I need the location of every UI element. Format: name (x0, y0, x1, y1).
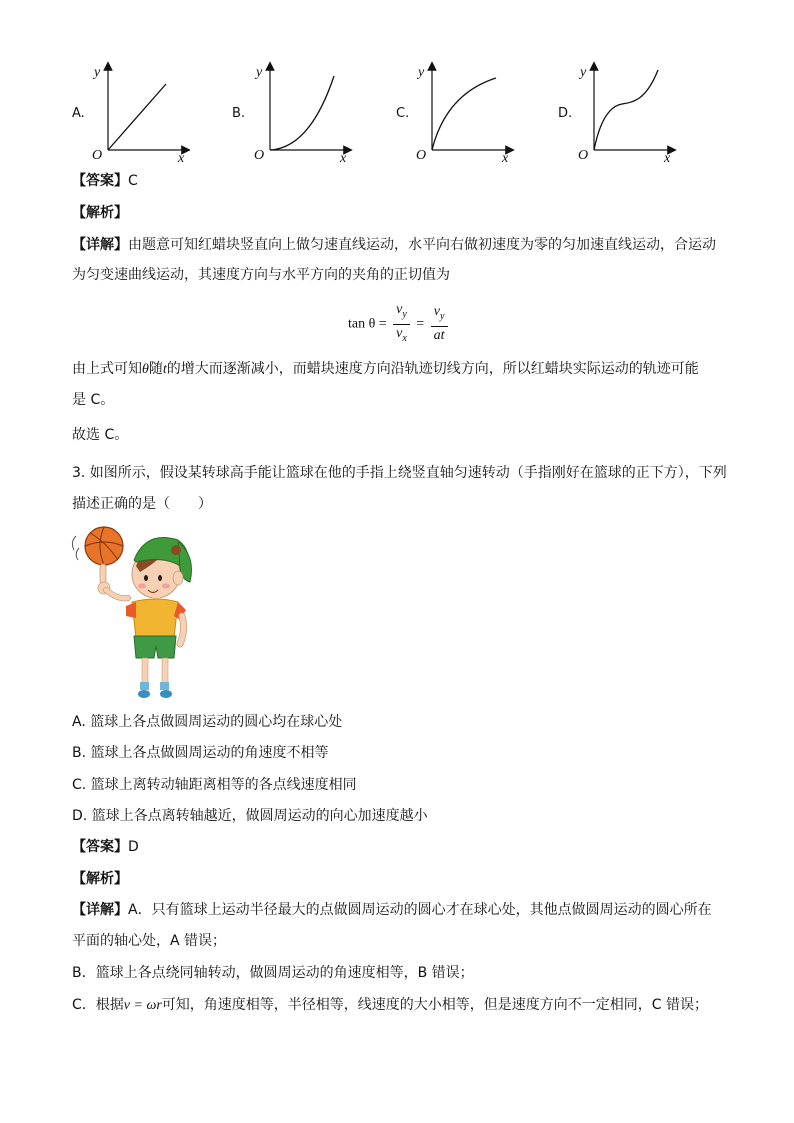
q2-conclusion-line2: 是 C。 (72, 392, 115, 408)
option-c-label: C. (396, 106, 410, 121)
q3-detail-tag: 【详解】 (72, 902, 128, 918)
axis-y-b: y (256, 65, 263, 80)
q2-answer-value: C (128, 173, 138, 189)
q2-detail-tag: 【详解】 (72, 237, 128, 253)
q3-detail-a1: 【详解】A．只有篮球上运动半径最大的点做圆周运动的圆心才在球心处，其他点做圆周运动的圆心所在 (72, 902, 712, 918)
q2-detail-text1: 由题意可知红蜡块竖直向上做匀速直线运动，水平向右做初速度为零的匀加速直线运动，合运动 (128, 237, 716, 253)
q3-detail-c: C．根据v = ωr可知，角速度相等，半径相等，线速度的大小相等，但是速度方向不一定相同，C 错误； (72, 997, 709, 1013)
axis-x-d: x (664, 151, 671, 164)
axis-y-d: y (580, 65, 587, 80)
formula-fraction-2: $\frac{v_y}{at}$ (431, 303, 448, 345)
q3-answer-value: D (128, 839, 139, 855)
curve-b (270, 76, 334, 150)
q2-formula (348, 301, 450, 348)
q3-option-b: B. 篮球上各点做圆周运动的角速度不相等 (72, 745, 329, 761)
q3-answer (72, 838, 139, 856)
origin-c: O (416, 148, 427, 163)
graph-b (250, 60, 360, 164)
q2-analysis-tag: 【解析】 (72, 205, 128, 221)
q2-answer-tag: 【答案】 (72, 173, 128, 189)
origin-a: O (92, 148, 103, 163)
q3-detail-a2: 平面的轴心处，A 错误； (72, 933, 227, 949)
axis-y-c: y (418, 65, 425, 80)
theta-symbol: θ (142, 362, 149, 377)
q3-detail-b: B．篮球上各点绕同轴转动，做圆周运动的角速度相等，B 错误； (72, 965, 474, 981)
q3-option-d: D. 篮球上各点离转轴越近，做圆周运动的向心加速度越小 (72, 808, 428, 824)
graph-a (88, 60, 198, 164)
axis-x-c: x (502, 151, 509, 164)
q2-conclusion-line1: 由上式可知θ随t的增大而逐渐减小，而蜡块速度方向沿轨迹切线方向，所以红蜡块实际运动的轨迹可能 (72, 361, 699, 377)
q3-answer-tag: 【答案】 (72, 839, 128, 855)
origin-b: O (254, 148, 265, 163)
option-b-label: B. (232, 106, 246, 121)
curve-c (432, 78, 496, 150)
option-a-label: A. (72, 106, 85, 121)
green-shorts (134, 636, 176, 658)
origin-d: O (578, 148, 589, 163)
q3-analysis-tag: 【解析】 (72, 871, 128, 887)
boy-spinning-basketball-illustration (70, 520, 200, 702)
q2-choose: 故选 C。 (72, 427, 129, 443)
q2-detail-line1 (72, 236, 716, 254)
formula-eq: = (416, 316, 425, 332)
q3-stem-line1: 3. 如图所示，假设某转球高手能让篮球在他的手指上绕竖直轴匀速转动（手指刚好在篮球的正下方），下列 (72, 465, 727, 481)
yellow-shirt (132, 599, 178, 638)
q2-answer (72, 172, 138, 190)
curve-d (594, 70, 658, 150)
q3-option-c: C. 篮球上离转动轴距离相等的各点线速度相同 (72, 777, 357, 793)
graph-d (574, 60, 684, 164)
axis-y-a: y (94, 65, 101, 80)
axis-x-b: x (340, 151, 347, 164)
curve-a (108, 84, 166, 150)
q2-detail-line2: 为匀变速曲线运动，其速度方向与水平方向的夹角的正切值为 (72, 267, 450, 283)
t-symbol: t (162, 362, 167, 377)
axis-x-a: x (178, 151, 185, 164)
option-d-label: D. (558, 106, 573, 121)
q3-stem-line2: 描述正确的是（ ） (72, 496, 212, 512)
formula-lhs: tan θ = (348, 316, 387, 332)
graph-c (412, 60, 522, 164)
q3-option-a: A. 篮球上各点做圆周运动的圆心均在球心处 (72, 714, 343, 730)
formula-v-omega-r: v = ωr (123, 998, 162, 1013)
formula-fraction-1: $\frac{v_y}{v_x}$ (393, 301, 410, 348)
